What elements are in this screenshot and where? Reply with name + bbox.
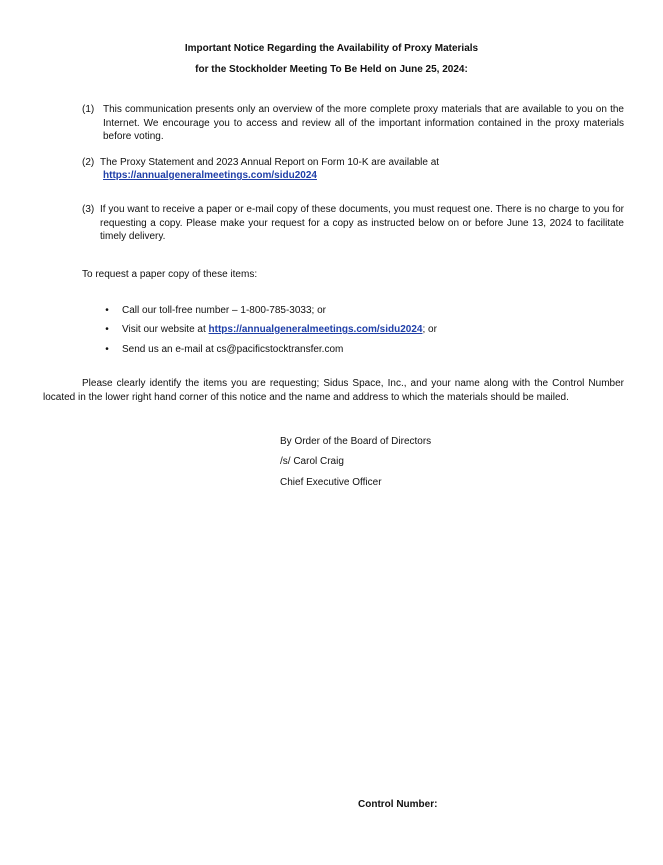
bullet-website — [122, 323, 437, 337]
bullet-website-suffix: ; or — [422, 324, 437, 335]
bullet-icon: • — [105, 324, 109, 335]
closing-paragraph: Please clearly identify the items you are requesting; Sidus Space, Inc., and your name along with the Control Number located in the lower right hand corner of this notice and the name and address to which the materials should be mailed. — [43, 378, 624, 403]
bullet-icon: • — [105, 305, 109, 316]
proxy-materials-link[interactable]: https://annualgeneralmeetings.com/sidu2024 — [103, 170, 317, 181]
item-2-text: The Proxy Statement and 2023 Annual Report on Form 10-K are available at — [100, 157, 440, 168]
bullet-website-prefix: Visit our website at — [122, 324, 209, 335]
website-link[interactable]: https://annualgeneralmeetings.com/sidu2024 — [208, 324, 423, 335]
bullet-icon: • — [105, 344, 109, 355]
signature-name: /s/ Carol Craig — [280, 456, 344, 467]
notice-title-line-2: for the Stockholder Meeting To Be Held on June 25, 2024: — [195, 64, 468, 75]
item-1-text: This communication presents only an overview of the more complete proxy materials that are available to you on the Internet. We encourage you to access and review all of the important information contained in the proxy materials before voting. — [103, 104, 624, 142]
item-1-number: (1) — [82, 104, 95, 115]
item-3-number: (3) — [82, 204, 95, 215]
signature-title: Chief Executive Officer — [280, 477, 382, 488]
bullet-email: Send us an e-mail at cs@pacificstocktransfer.com — [122, 344, 344, 355]
item-2-number: (2) — [82, 157, 95, 168]
bullet-phone: Call our toll-free number – 1-800-785-3033; or — [122, 305, 326, 316]
item-3-text: If you want to receive a paper or e-mail copy of these documents, you must request one. There is no charge to you for requesting a copy. Please make your request for a copy as instructed below on or before June 13, 2024 to facilitate timely delivery. — [100, 204, 624, 242]
notice-title-line-1: Important Notice Regarding the Availability of Proxy Materials — [184, 43, 479, 54]
control-number-label: Control Number: — [358, 799, 438, 810]
request-intro: To request a paper copy of these items: — [82, 269, 258, 280]
signature-by-order: By Order of the Board of Directors — [280, 436, 432, 447]
